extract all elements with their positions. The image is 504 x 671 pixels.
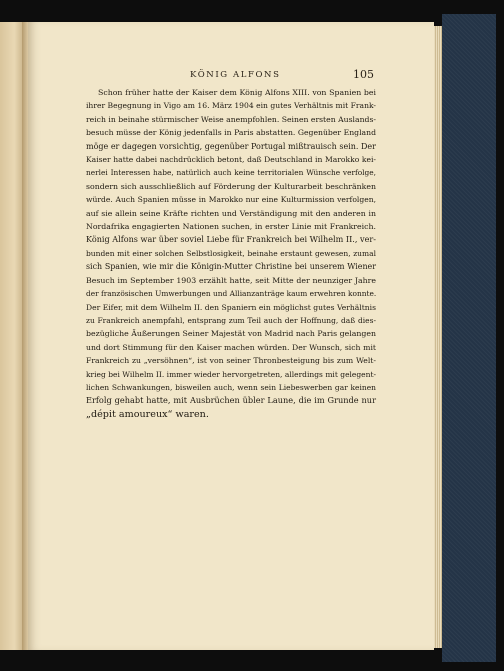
text-line: bezügliche Äußerungen Seiner Majestät von Madrid nach Paris gelangen bbox=[86, 329, 376, 339]
text-line: möge er dagegen vorsichtig, gegenüber Portugal mißtrauisch sein. Der bbox=[86, 141, 376, 151]
text-line: Frankreich zu „versöhnen“, ist von seiner Thronbesteigung bis zum Welt- bbox=[86, 356, 376, 366]
text-line: der französischen Umwerbungen und Allianzanträge kaum erwehren konnte. bbox=[86, 289, 377, 299]
text-line: auf sie allein seine Kräfte richten und Verständigung mit den anderen in bbox=[86, 208, 376, 218]
page-edges bbox=[434, 26, 442, 648]
text-line: bunden mit einer solchen Selbstlosigkeit, beinahe erstaunt gewesen, zumal bbox=[86, 248, 376, 258]
text-line: besuch müsse der König jedenfalls in Paris abstatten. Gegenüber England bbox=[86, 128, 376, 138]
text-line: sondern sich ausschließlich auf Förderung der Kulturarbeit beschränken bbox=[86, 181, 376, 191]
page-number: 105 bbox=[353, 68, 374, 81]
text-line: und dort Stimmung für den Kaiser machen würden. Der Wunsch, sich mit bbox=[86, 342, 376, 352]
text-line: sich Spanien, wie mir die Königin-Mutter Christine bei unserem Wiener bbox=[86, 262, 376, 272]
text-line: lichen Schwankungen, bisweilen auch, wenn sein Liebeswerben gar keinen bbox=[86, 382, 376, 392]
running-title: KÖNIG ALFONS bbox=[190, 70, 281, 80]
text-line: krieg bei Wilhelm II. immer wieder hervorgetreten, allerdings mit gelegent- bbox=[86, 369, 376, 379]
text-line: König Alfons war über soviel Liebe für Frankreich bei Wilhelm II., ver- bbox=[86, 234, 376, 245]
left-page-edge bbox=[0, 22, 24, 650]
text-line: Erfolg gehabt hatte, mit Ausbrüchen übler Laune, die im Grunde nur bbox=[86, 395, 376, 406]
text-line: Nordafrika engagierten Nationen suchen, in erster Linie mit Frankreich. bbox=[86, 222, 376, 232]
text-line: ihrer Begegnung in Vigo am 16. März 1904 ein gutes Verhältnis mit Frank- bbox=[86, 101, 376, 111]
book-cover bbox=[442, 14, 496, 662]
text-line: Kaiser hatte dabei nachdrücklich betont, daß Deutschland in Marokko kei- bbox=[86, 155, 376, 165]
text-line: reich in beinahe stürmischer Weise anempfohlen. Seinen ersten Auslands- bbox=[86, 114, 376, 124]
text-line: Besuch im September 1903 erzählt hatte, seit Mitte der neunziger Jahre bbox=[86, 275, 376, 285]
body-text bbox=[86, 86, 376, 421]
text-line: Schon früher hatte der Kaiser dem König Alfons XIII. von Spanien bei bbox=[98, 88, 376, 97]
running-header bbox=[88, 68, 374, 84]
text-line: nerlei Interessen habe, natürlich auch keine territorialen Wünsche verfolge, bbox=[86, 168, 376, 178]
text-line: würde. Auch Spanien müsse in Marokko nur eine Kulturmission verfolgen, bbox=[86, 195, 376, 205]
text-line: Der Eifer, mit dem Wilhelm II. den Spaniern ein möglichst gutes Verhältnis bbox=[86, 302, 376, 312]
text-line: „dépit amoureux“ waren. bbox=[86, 408, 209, 420]
text-line: zu Frankreich anempfahl, entsprang zum Teil auch der Hoffnung, daß dies- bbox=[86, 315, 376, 325]
